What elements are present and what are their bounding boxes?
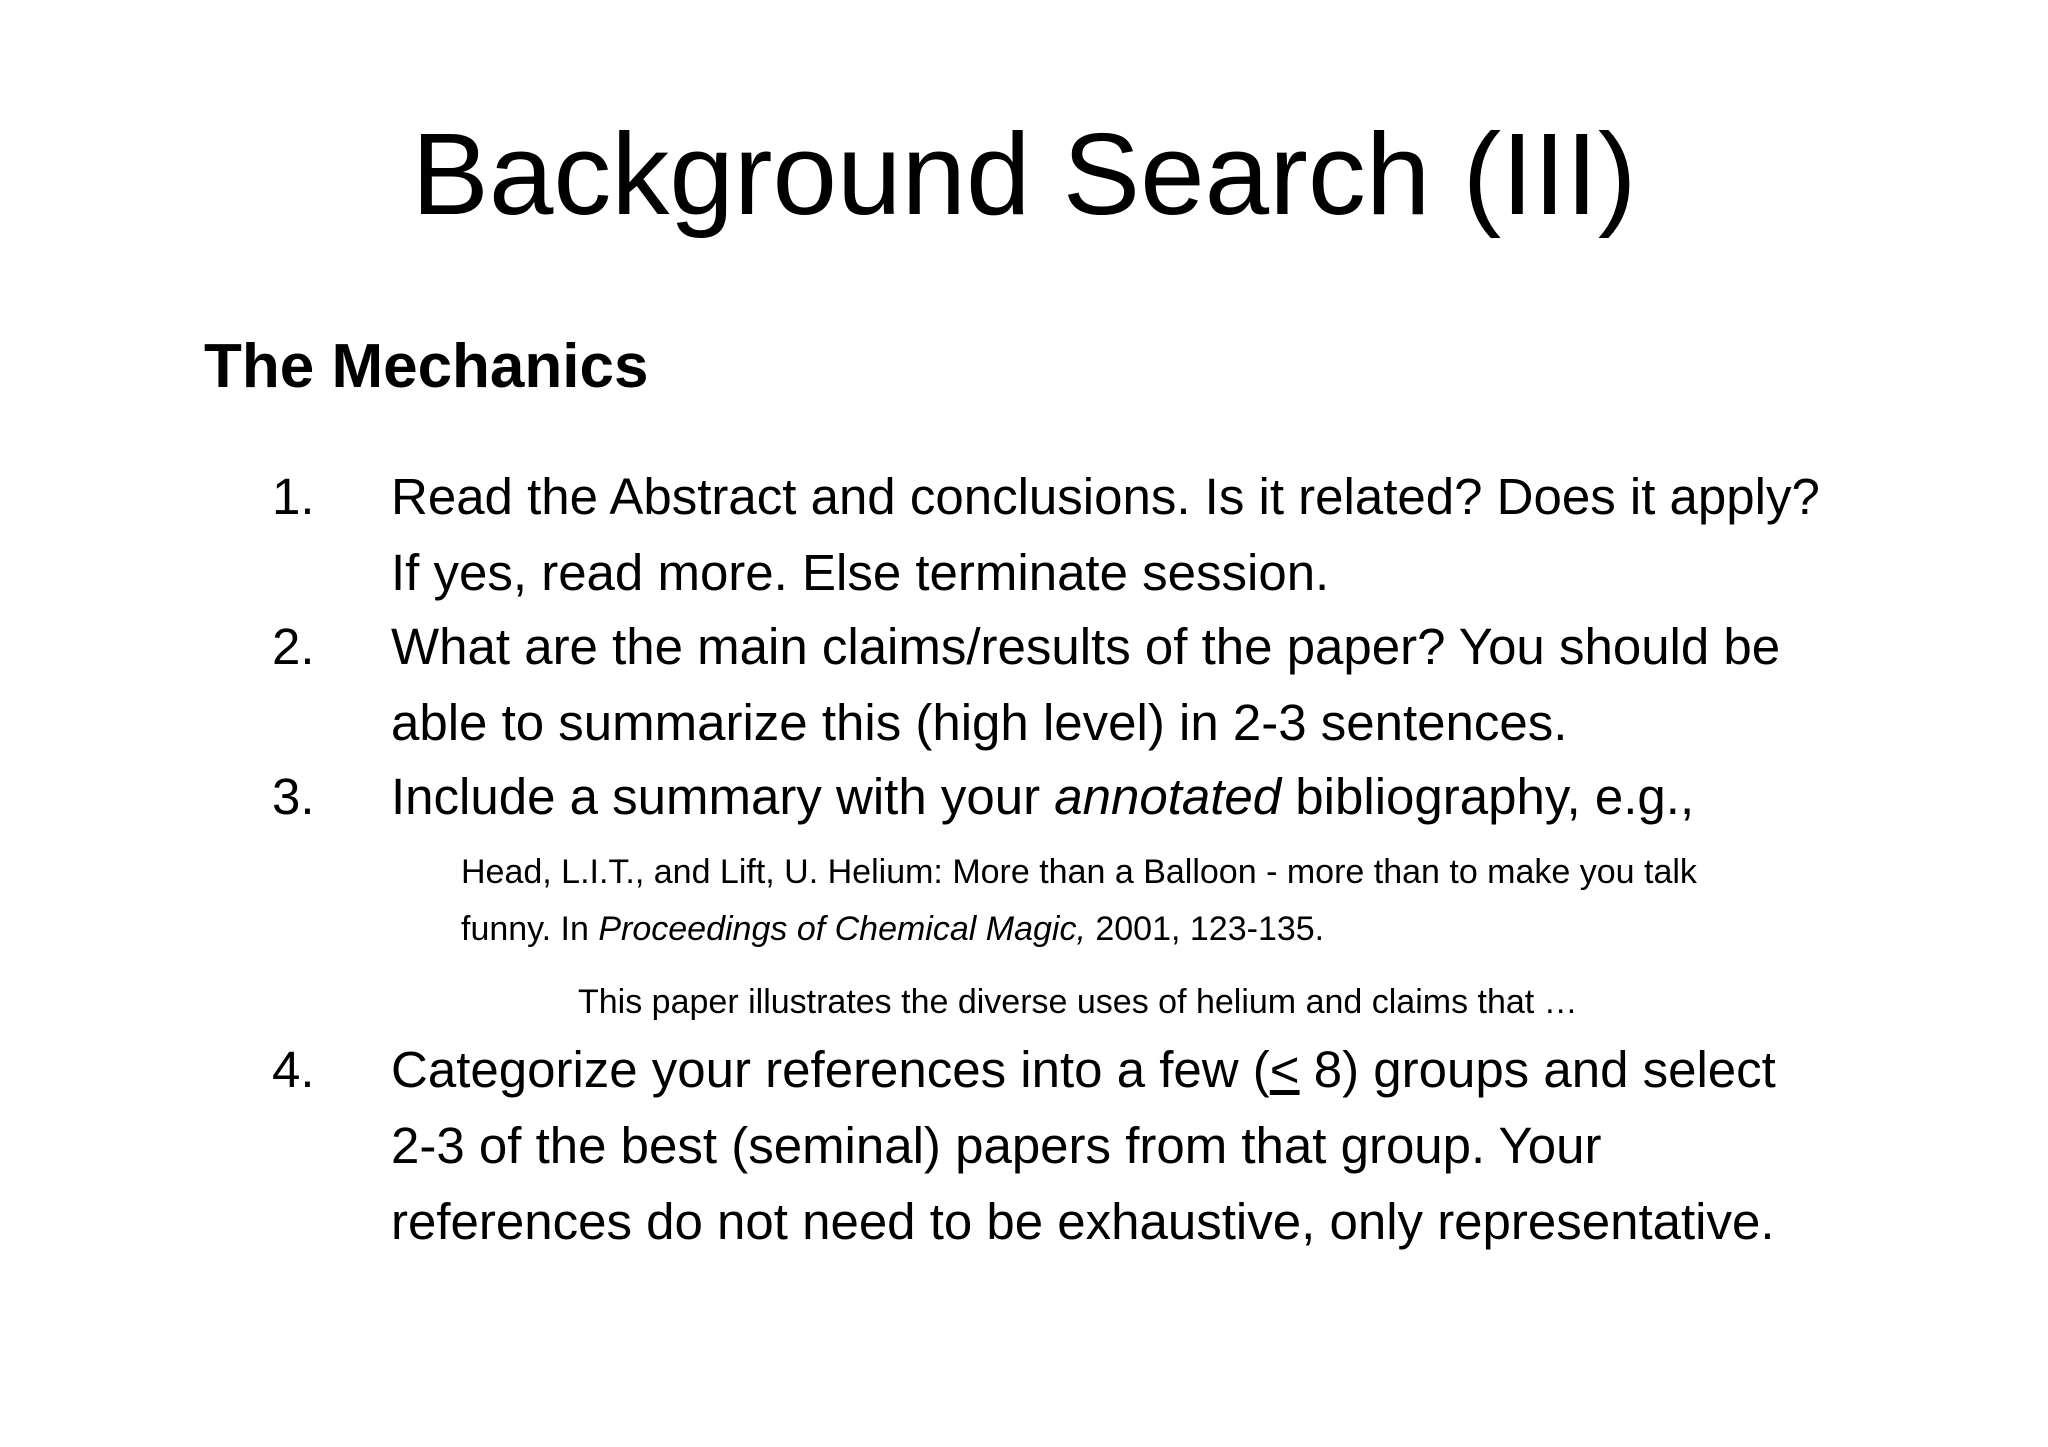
item-text [391,1032,1911,1260]
item-line [391,1032,1911,1108]
reference-line-2 [461,901,1911,958]
item-text [391,759,1911,835]
annotation-text: This paper illustrates the diverse uses of helium and claims that … [578,983,1578,1021]
item-text-after: 8) groups and select [1299,1041,1776,1098]
item-number: 2. [272,618,315,675]
item-text [391,459,1911,611]
item-text-after: bibliography, e.g., [1281,768,1695,825]
slide-title: Background Search (III) [411,109,1637,239]
item-line: If yes, read more. Else terminate session. [391,544,1330,601]
item-line: able to summarize this (high level) in 2-3 sentences. [391,694,1568,751]
less-equal-symbol: < [1269,1041,1300,1098]
emphasis-annotated: annotated [1054,768,1282,825]
item-text [391,609,1911,761]
item-number: 1. [272,468,315,525]
reference-year-pages: 2001, 123-135. [1085,910,1325,948]
reference-text: funny. In [461,910,599,948]
item-number: 3. [272,768,315,825]
item-text-before: Categorize your references into a few ( [391,1041,1270,1098]
item-line: Read the Abstract and conclusions. Is it related? Does it apply? [391,468,1820,525]
item-line [391,759,1911,835]
reference-venue: Proceedings of Chemical Magic, [598,910,1086,948]
reference-line-1: Head, L.I.T., and Lift, U. Helium: More than a Balloon - more than to make you talk [461,853,1697,891]
item-line: references do not need to be exhaustive, only representative. [391,1193,1775,1250]
item-line: 2-3 of the best (seminal) papers from that group. Your [391,1117,1602,1174]
item-number: 4. [272,1041,315,1098]
section-heading: The Mechanics [204,332,649,401]
item-line: What are the main claims/results of the paper? You should be [391,618,1781,675]
item-text-before: Include a summary with your [391,768,1055,825]
